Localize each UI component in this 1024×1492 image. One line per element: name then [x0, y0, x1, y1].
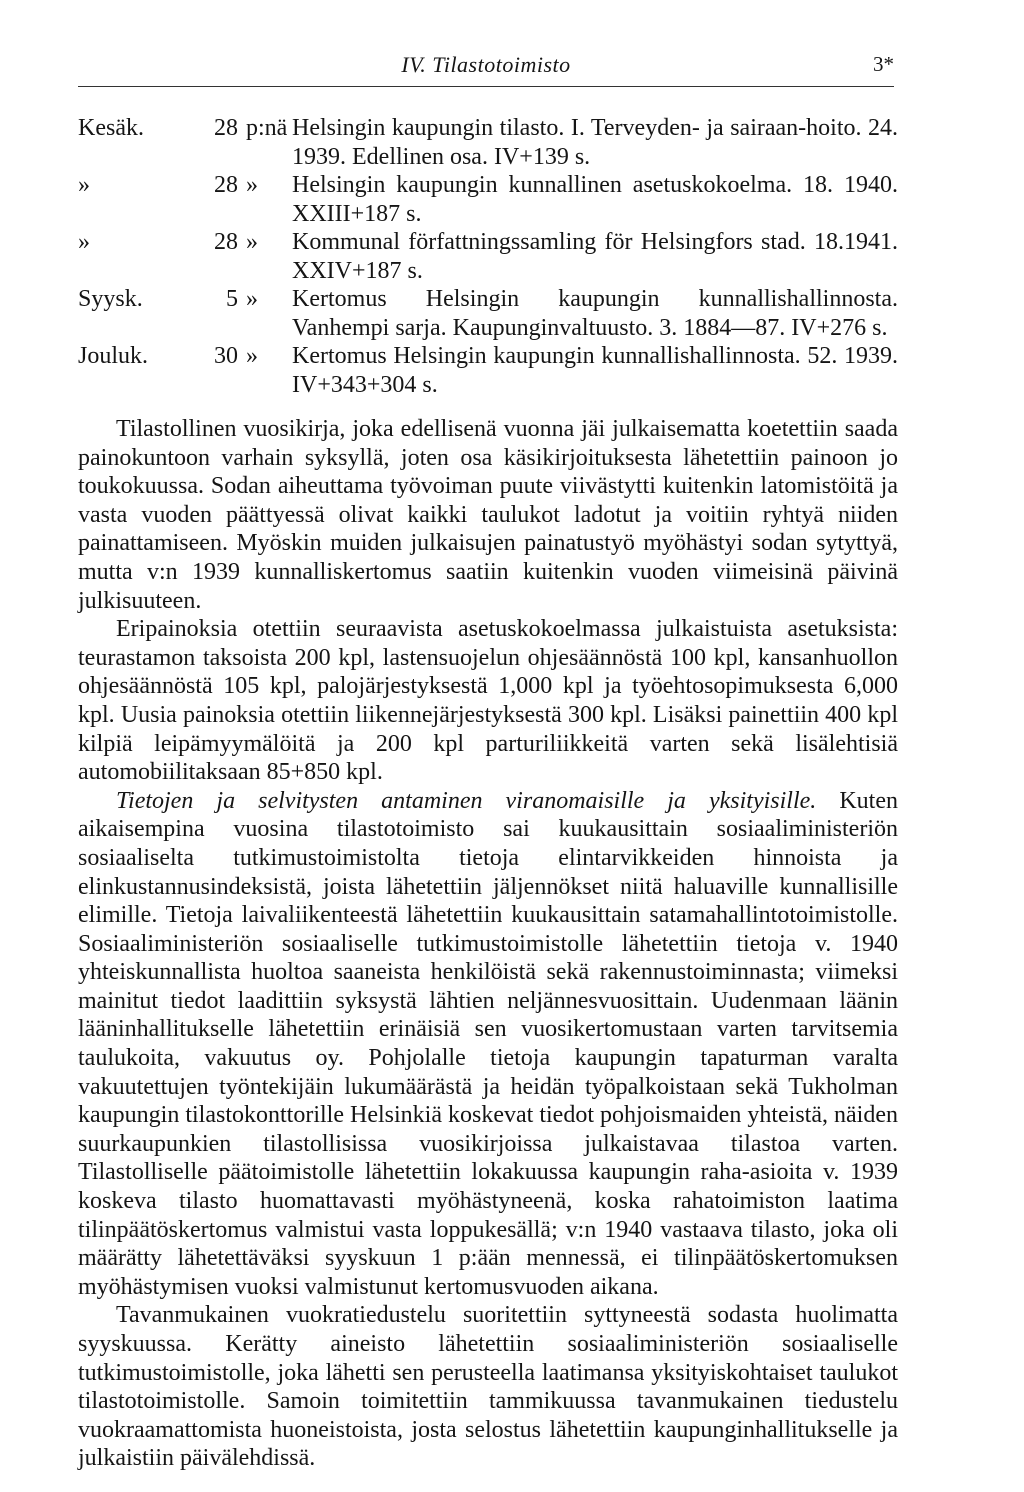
- paragraph-information: [78, 787, 898, 1302]
- entry-month: Jouluk.: [78, 343, 149, 369]
- paragraph-offprints: Eripainoksia otettiin seuraavista asetuskokoelmassa julkaistuista asetuksista: teurastamon taksoista 200 kpl, lastensuojelun ohjesäännöstä 100 kpl, kansanhuollon ohjesäännöstä 105 kpl, palojärjestyksestä 1,000 kpl ja työehtosopimuksesta 6,000 kpl. Uusia painoksia otettiin liikennejärjestyksestä 300 kpl. Lisäksi painettiin 400 kpl kilpiä leipämyymälöitä ja 200 kpl parturiliikkeitä varten sekä lisälehtisiä automobiilitaksaan 85+850 kpl.: [78, 616, 898, 786]
- page-number: 3*: [873, 52, 894, 76]
- paragraph-yearbook: Tilastollinen vuosikirja, joka edellisenä vuonna jäi julkaisematta koetettiin saada painokuntoon varhain syksyllä, joten osa käsikirjoituksesta lähetettiin painoon jo toukokuussa. Sodan aiheuttama työvoiman puute viivästytti kuitenkin latomistöitä ja vasta vuoden päättyessä olivat kaikki taulukot ladotut ja voitiin ryhtyä niiden painattamiseen. Myöskin muiden julkaisujen painatustyö myöhästyi sodan sytyttyä, mutta v:n 1939 kunnalliskertomus saatiin kuitenkin vuoden viimeisinä päivinä julkisuuteen.: [78, 416, 898, 614]
- entry-day-unit: p:nä: [246, 115, 288, 141]
- body-text: [78, 415, 898, 1473]
- publication-list: [78, 114, 898, 399]
- entry-day: 30: [214, 343, 238, 369]
- running-header: [78, 52, 894, 87]
- section-heading: Tietojen ja selvitysten antaminen viranomaisille ja yksityisille.: [116, 787, 817, 814]
- entry-day-unit: »: [246, 172, 258, 198]
- entry-reference: Kertomus Helsingin kaupungin kunnallishallinnosta. Vanhempi sarja. Kaupunginvaltuusto. 3. 1884—87. IV+276 s.: [292, 286, 898, 341]
- running-header-title: IV. Tilastotoimisto: [401, 52, 571, 77]
- entry-day: 28: [214, 115, 238, 141]
- entry-day: 28: [214, 172, 238, 198]
- entry-month: Kesäk.: [78, 115, 144, 141]
- entry-day-unit: »: [246, 229, 258, 255]
- entry-month: »: [78, 229, 90, 255]
- entry-day: 5: [226, 286, 238, 312]
- paragraph-information-text: Kuten aikaisempina vuosina tilastotoimisto sai kuukausittain sosiaaliministeriön sosiaaliselta tutkimustoimistolta tietoja elintarvikkeiden hinnoista ja elinkustannusindeksistä, joista lähetettiin jäljennökset niitä haluaville kunnallisille elimille. Tietoja laivaliikenteestä lähetettiin kuukausittain satamahallintotoimistolle. Sosiaaliministeriön sosiaaliselle tutkimustoimistolle lähetettiin tietoja v. 1940 yhteiskunnallista huoltoa saaneista henkilöistä sekä rakennustoiminnasta; viimeksi mainitut tiedot laadittiin syksystä lähtien neljännesvuosittain. Uudenmaan läänin lääninhallitukselle lähetettiin erinäisiä sen vuosikertomustaan varten tarvitsemia taulukoita, vakuutus oy. Pohjolalle tietoja kaupungin tapaturman varalta vakuutettujen työntekijäin lukumäärästä ja heidän työpalkoistaan sekä Tukholman kaupungin tilastokonttorille Helsinkiä koskevat tiedot pohjoismaiden yhteistä, näiden suurkaupunkien tilastollisissa vuosikirjoissa julkaistavaa tilastoa varten. Tilastolliselle päätoimistolle lähetettiin lokakuussa kaupungin raha-asioita v. 1939 koskeva tilasto huomattavasti myöhästyneenä, koska rahatoimiston laatima tilinpäätöskertomus valmistui vasta loppukesällä; v:n 1940 vastaava tilasto, joka oli määrätty lähetettäväksi syyskuun 1 p:ään mennessä, ei tilinpäätöskertomuksen myöhästymisen vuoksi valmistunut kertomusvuoden aikana.: [78, 787, 898, 1300]
- entry-day-unit: »: [246, 343, 258, 369]
- list-item: [78, 114, 898, 171]
- entry-reference: Helsingin kaupungin tilasto. I. Terveyden- ja sairaan-hoito. 24. 1939. Edellinen osa. IV+139 s.: [292, 115, 898, 170]
- list-item: [78, 342, 898, 399]
- paragraph-rent-survey: Tavanmukainen vuokratiedustelu suoritettiin syttyneestä sodasta huolimatta syyskuussa. Kerätty aineisto lähetettiin sosiaaliministeriön sosiaaliselle tutkimustoimistolle, joka lähetti sen perusteella laatimansa yksityiskohtaiset taulukot tilastotoimistolle. Samoin toimitettiin tammikuussa tavanmukainen tiedustelu vuokraamattomista huoneistoista, josta selostus lähetettiin kaupunginhallitukselle ja julkaistiin päivälehdissä.: [78, 1302, 898, 1472]
- entry-month: »: [78, 172, 90, 198]
- list-item: [78, 171, 898, 228]
- entry-day: 28: [214, 229, 238, 255]
- entry-reference: Kertomus Helsingin kaupungin kunnallishallinnosta. 52. 1939. IV+343+304 s.: [292, 343, 898, 398]
- list-item: [78, 228, 898, 285]
- entry-month: Syysk.: [78, 286, 143, 312]
- entry-reference: Kommunal författningssamling för Helsingfors stad. 18.1941. XXIV+187 s.: [292, 229, 898, 284]
- entry-day-unit: »: [246, 286, 258, 312]
- list-item: [78, 285, 898, 342]
- entry-reference: Helsingin kaupungin kunnallinen asetuskokoelma. 18. 1940. XXIII+187 s.: [292, 172, 898, 227]
